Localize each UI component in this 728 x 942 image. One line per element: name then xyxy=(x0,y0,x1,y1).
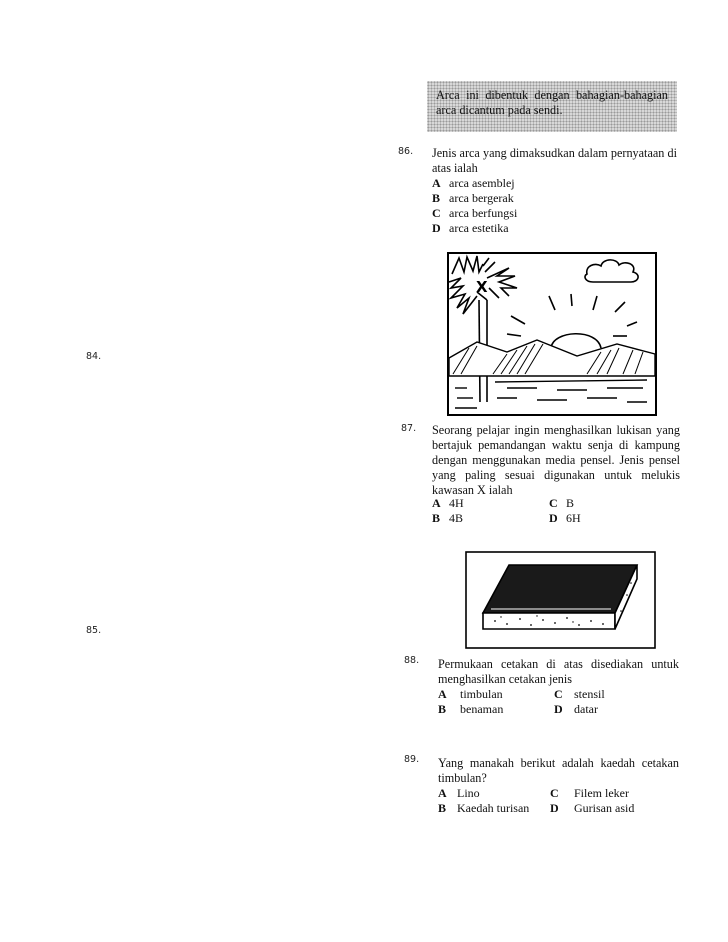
question-85-number: 85. xyxy=(86,625,102,636)
option-cell[interactable] xyxy=(549,511,581,526)
option-cell[interactable] xyxy=(438,702,554,717)
option-letter: B xyxy=(432,191,441,205)
option-letter: B xyxy=(438,702,447,716)
option-cell[interactable] xyxy=(432,496,549,511)
question-84-number: 84. xyxy=(86,351,102,362)
option-text: arca bergerak xyxy=(449,191,514,205)
option-row xyxy=(438,687,638,702)
option-letter: B xyxy=(432,511,441,525)
option-row xyxy=(432,496,632,511)
option-cell[interactable] xyxy=(438,687,554,702)
option-cell[interactable] xyxy=(432,511,549,526)
option-letter: D xyxy=(549,511,558,525)
question-87-number: 87. xyxy=(401,423,417,434)
question-88-stem: Permukaan cetakan di atas disediakan untuk menghasilkan cetakan jenis xyxy=(438,657,679,686)
option-cell[interactable] xyxy=(550,801,634,816)
statement-text: Arca ini dibentuk dengan bahagian-bahagian arca dicantum pada sendi. xyxy=(436,88,668,117)
option-text: 4H xyxy=(449,496,464,510)
option-text: Filem leker xyxy=(574,786,629,800)
option-text: arca berfungsi xyxy=(449,206,518,220)
option-cell[interactable] xyxy=(438,786,550,801)
option-letter: D xyxy=(554,702,563,716)
landscape-drawing-figure xyxy=(447,252,657,416)
option-row[interactable] xyxy=(432,221,517,236)
option-letter: A xyxy=(432,496,441,510)
option-letter: D xyxy=(432,221,441,235)
question-89-options xyxy=(438,786,658,816)
option-text: 4B xyxy=(449,511,464,525)
option-text: B xyxy=(566,496,575,510)
option-letter: A xyxy=(432,176,441,190)
question-88-options xyxy=(438,687,638,717)
question-86-number: 86. xyxy=(398,146,414,157)
option-row xyxy=(432,511,632,526)
option-row xyxy=(438,702,638,717)
question-87-options xyxy=(432,496,632,526)
option-row xyxy=(438,801,658,816)
option-cell[interactable] xyxy=(554,702,598,717)
option-cell[interactable] xyxy=(549,496,574,511)
option-letter: C xyxy=(549,496,558,510)
option-text: stensil xyxy=(574,687,605,701)
option-letter: C xyxy=(550,786,559,800)
option-letter: A xyxy=(438,687,447,701)
option-row xyxy=(438,786,658,801)
option-row[interactable] xyxy=(432,206,517,221)
option-letter: A xyxy=(438,786,447,800)
question-86-options xyxy=(432,176,517,236)
option-letter: D xyxy=(550,801,559,815)
question-88-number: 88. xyxy=(404,655,420,666)
option-text: Lino xyxy=(457,786,480,800)
option-text: 6H xyxy=(566,511,581,525)
option-text: arca asemblej xyxy=(449,176,515,190)
option-text: Gurisan asid xyxy=(574,801,635,815)
option-letter: C xyxy=(432,206,441,220)
option-letter: C xyxy=(554,687,563,701)
block-front-face xyxy=(483,613,615,629)
option-text: timbulan xyxy=(460,687,503,701)
option-row[interactable] xyxy=(432,191,517,206)
question-89-stem: Yang manakah berikut adalah kaedah cetakan timbulan? xyxy=(438,756,679,785)
question-87-stem: Seorang pelajar ingin menghasilkan lukisan yang bertajuk pemandangan waktu senja di kampung dengan menggunakan media pensel. Jenis pensel yang paling sesuai digunakan untuk melukis kawasan X ialah xyxy=(432,423,680,497)
question-89-number: 89. xyxy=(404,754,420,765)
statement-box xyxy=(427,81,677,132)
option-text: datar xyxy=(574,702,598,716)
option-cell[interactable] xyxy=(554,687,605,702)
marker-x-label: X xyxy=(476,278,488,296)
option-row[interactable] xyxy=(432,176,517,191)
option-text: arca estetika xyxy=(449,221,509,235)
printing-block-figure xyxy=(465,551,656,649)
option-cell[interactable] xyxy=(438,801,550,816)
option-letter: B xyxy=(438,801,447,815)
question-86-stem: Jenis arca yang dimaksudkan dalam pernyataan di atas ialah xyxy=(432,146,677,175)
option-cell[interactable] xyxy=(550,786,629,801)
option-text: benaman xyxy=(460,702,504,716)
inked-surface xyxy=(483,565,637,613)
option-text: Kaedah turisan xyxy=(457,801,530,815)
